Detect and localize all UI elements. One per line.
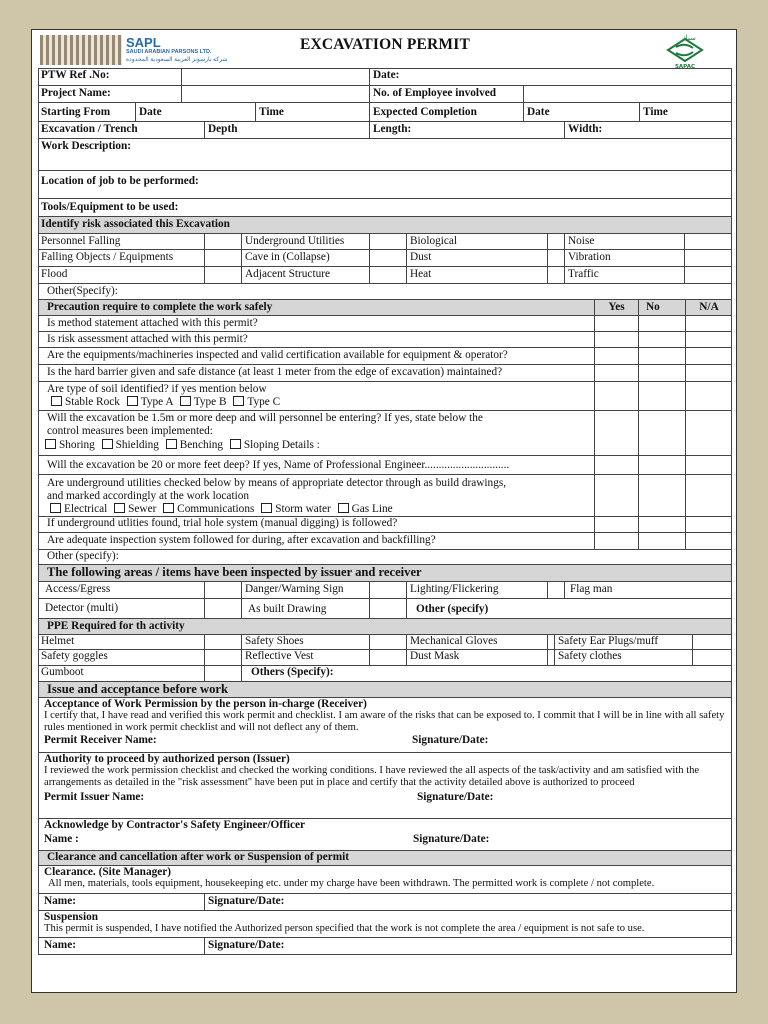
sapac-logo-text: SAPAC [674,64,696,69]
receiver-signature-line [44,734,729,747]
yes-cell[interactable] [594,382,638,410]
storm-water-checkbox[interactable] [261,503,272,513]
risk-dust: Dust [406,250,547,266]
precaution-heading: Precaution require to complete the work safely [47,301,273,313]
risk-other-row[interactable] [38,283,732,299]
na-cell[interactable] [685,533,732,549]
yes-cell[interactable] [594,332,638,347]
ppe-dust-mask: Dust Mask [406,650,547,665]
acceptance-section [38,697,732,752]
risk-checkbox[interactable] [369,267,406,283]
storm-water-label: Storm water [275,503,331,515]
gas-line-checkbox[interactable] [338,503,349,513]
no-cell[interactable] [638,316,685,331]
precaution-heading-row [38,299,732,315]
na-cell[interactable] [685,475,732,516]
ppe-checkbox[interactable] [692,650,732,665]
type-c-label: Type C [247,396,281,408]
issue-heading-row [38,681,732,697]
risk-checkbox[interactable] [547,234,564,249]
inspected-detector: Detector (multi) [45,602,119,614]
type-b-label: Type B [193,396,227,408]
shielding-checkbox[interactable] [102,439,113,449]
sewer-checkbox[interactable] [114,503,125,513]
type-c-checkbox[interactable] [233,396,244,406]
yes-cell[interactable] [594,316,638,331]
ppe-helmet: Helmet [41,635,75,647]
precaution-equipment-inspected: Are the equipments/machineries inspected and valid certification available for equipment & operator? [47,349,508,361]
risk-checkbox[interactable] [369,250,406,266]
excavation-trench-label: Excavation / Trench [41,123,138,135]
yes-column-header: Yes [594,300,638,315]
na-cell[interactable] [685,365,732,381]
work-description-label: Work Description: [41,140,132,152]
expected-completion-label: Expected Completion [369,103,523,121]
ppe-checkbox[interactable] [204,666,241,681]
ppe-checkbox[interactable] [369,635,406,649]
precaution-q4-row [38,364,732,381]
employees-label: No. of Employee involved [369,86,523,102]
location-row[interactable] [38,170,732,198]
yes-cell[interactable] [594,517,638,532]
ppe-gumboot: Gumboot [41,666,84,678]
inspected-row-1 [38,581,732,598]
electrical-checkbox[interactable] [50,503,61,513]
inspected-heading: The following areas / items have been inspected by issuer and receiver [47,565,422,579]
utilities-question-cont: and marked accordingly at the work location [47,490,250,502]
precaution-other-label: Other (specify): [47,550,119,562]
precaution-professional-engineer: Will the excavation be 20 or more feet deep? If yes, Name of Professional Engineer.............................. [47,459,510,471]
project-name-label: Project Name: [41,87,111,99]
precaution-soil-type [38,382,594,410]
clearance-signature-label[interactable]: Signature/Date: [204,894,732,910]
risk-biological: Biological [406,234,547,249]
inspected-lighting: Lighting/Flickering [406,582,547,598]
ppe-others-specify[interactable]: Others (Specify): [241,666,732,681]
dimensions-row [38,121,732,138]
na-cell[interactable] [685,316,732,331]
yes-cell[interactable] [594,411,638,455]
yes-cell[interactable] [594,533,638,549]
start-date-label[interactable]: Date [135,103,255,121]
stable-rock-label: Stable Rock [65,396,120,408]
yes-cell[interactable] [594,348,638,364]
tools-label: Tools/Equipment to be used: [41,201,179,213]
clearance-heading-row [38,850,732,865]
deep-excavation-question: Will the excavation be 1.5m or more deep and will personnel be entering? If yes, state below the [47,412,483,424]
tools-row[interactable] [38,198,732,216]
acknowledge-block [38,819,732,850]
issuer-signature-line [44,791,729,804]
receiver-name-label[interactable]: Permit Receiver Name: [44,734,157,746]
no-cell[interactable] [638,411,685,455]
no-cell[interactable] [638,365,685,381]
suspension-section [38,910,732,937]
risk-personnel-falling: Personnel Falling [41,235,121,247]
clearance-block [38,866,732,893]
gas-line-label: Gas Line [351,503,393,515]
ppe-heading-row [38,618,732,634]
risk-checkbox[interactable] [369,234,406,249]
na-cell[interactable] [685,517,732,532]
risk-underground-utilities: Underground Utilities [241,234,369,249]
risk-checkbox[interactable] [684,267,732,283]
ppe-checkbox[interactable] [692,635,732,649]
officer-name-label[interactable]: Name : [44,833,79,845]
precaution-risk-assessment: Is risk assessment attached with this permit? [47,333,248,345]
precaution-q8-row [38,474,732,516]
sapl-logo-subtitle: SAUDI ARABIAN PARSONS LTD. [126,49,212,55]
date-label[interactable]: Date: [369,68,732,85]
communications-checkbox[interactable] [163,503,174,513]
no-cell[interactable] [638,517,685,532]
clearance-heading: Clearance and cancellation after work or Suspension of permit [47,851,350,863]
suspension-text: This permit is suspended, I have notified the Authorized person specified that the work is not complete the area / equipment is not safe to use. [44,923,645,934]
issue-heading: Issue and acceptance before work [47,682,228,696]
officer-signature-label[interactable]: Signature/Date: [413,833,490,845]
length-label[interactable]: Length: [369,122,564,138]
work-description-row[interactable] [38,138,732,170]
risk-row-3 [38,266,732,283]
precaution-q2-row [38,331,732,347]
na-column-header: N/A [685,300,732,315]
ptw-ref-label: PTW Ref .No: [41,69,110,81]
acknowledge-section [38,818,732,850]
risk-heading-row [38,216,732,233]
inspected-flag-man: Flag man [564,582,732,598]
issuer-signature-label[interactable]: Signature/Date: [417,791,494,803]
inspected-heading-row [38,564,732,581]
location-label: Location of job to be performed: [41,175,199,187]
acceptance-block [38,698,732,752]
ppe-reflective-vest: Reflective Vest [241,650,369,665]
ppe-ear-plugs: Safety Ear Plugs/muff [554,635,692,649]
shoring-label: Shoring [59,439,95,451]
yes-cell[interactable] [594,475,638,516]
project-row [38,85,732,102]
benching-checkbox[interactable] [166,439,177,449]
risk-falling-objects: Falling Objects / Equipments [41,251,174,263]
na-cell[interactable] [685,456,732,474]
inspected-as-built-drawing: As built Drawing [241,599,369,618]
project-name-field[interactable] [181,86,369,102]
sapl-logo-arabic: شركة بارسونز العربية السعودية المحدودة [126,57,228,63]
inspected-other-specify[interactable]: Other (specify) [406,599,732,618]
inspected-checkbox[interactable] [369,582,406,598]
na-cell[interactable] [685,382,732,410]
risk-checkbox[interactable] [547,267,564,283]
issuer-name-label[interactable]: Permit Issuer Name: [44,791,145,803]
risk-row-1 [38,233,732,249]
form-header [38,33,732,67]
receiver-signature-label[interactable]: Signature/Date: [412,734,489,746]
ppe-checkbox[interactable] [204,635,241,649]
precaution-q3-row [38,347,732,364]
precaution-hard-barrier: Is the hard barrier given and safe distance (at least 1 meter from the edge of excavation) maintained? [47,366,503,378]
type-b-checkbox[interactable] [180,396,191,406]
ptw-ref-field[interactable] [181,68,369,85]
inspected-danger-sign: Danger/Warning Sign [241,582,369,598]
clearance-section [38,865,732,893]
precaution-other-row[interactable] [38,549,732,564]
soil-options [47,396,591,409]
sapac-logo [656,33,714,69]
precaution-inspection-system: Are adequate inspection system followed for during, after excavation and backfilling? [47,534,436,546]
risk-checkbox[interactable] [547,250,564,266]
utilities-question: Are underground utilities checked below by means of appropriate detector through as build drawings, [47,477,507,489]
inspected-checkbox[interactable] [204,582,241,598]
precaution-q6-row [38,410,732,455]
risk-row-2 [38,249,732,266]
type-a-checkbox[interactable] [127,396,138,406]
communications-label: Communications [177,503,255,515]
risk-checkbox[interactable] [204,250,241,266]
precaution-q10-row [38,532,732,549]
ppe-checkbox[interactable] [204,650,241,665]
shoring-checkbox[interactable] [45,439,56,449]
suspension-title: Suspension [44,911,99,923]
risk-vibration: Vibration [564,250,684,266]
ppe-checkbox[interactable] [547,635,554,649]
precaution-q9-row [38,516,732,532]
no-cell[interactable] [638,456,685,474]
no-column-header: No [638,300,685,315]
na-cell[interactable] [685,348,732,364]
ptw-row [38,68,732,85]
sapac-arabic-text: سبك [682,34,696,42]
authority-section [38,752,732,818]
authority-title: Authority to proceed by authorized person (Issuer) [44,753,290,765]
risk-flood: Flood [41,268,68,280]
precaution-q5-row [38,381,732,410]
risk-heading: Identify risk associated this Excavation [41,218,230,230]
clearance-text: All men, materials, tools equipment, housekeeping etc. under my charge have been withdrawn. The permitted work is complete / not complete. [48,878,655,889]
no-cell[interactable] [638,533,685,549]
stable-rock-checkbox[interactable] [51,396,62,406]
risk-adjacent-structure: Adjacent Structure [241,267,369,283]
control-measures-options [41,439,591,452]
risk-checkbox[interactable] [684,250,732,266]
sewer-label: Sewer [128,503,157,515]
no-cell[interactable] [638,332,685,347]
risk-checkbox[interactable] [204,267,241,283]
precaution-q7-row [38,455,732,474]
clearance-name-label[interactable]: Name: [44,895,76,907]
na-cell[interactable] [685,332,732,347]
acceptance-text: I certify that, I have read and verified this work permit and checklist. I am aware of the risks that can be exposed to. I commit that I will be in line with all safety rules mentioned in work permit checklist and will not deflect any of them. [44,710,725,733]
ppe-safety-shoes: Safety Shoes [241,635,369,649]
yes-cell[interactable] [594,365,638,381]
sapac-emblem-icon [656,33,714,69]
electrical-label: Electrical [64,503,108,515]
authority-block [38,753,732,818]
utilities-options [46,503,591,516]
risk-noise: Noise [564,234,684,249]
ppe-row-1 [38,634,732,649]
completion-date-label[interactable]: Date [523,103,639,121]
sloping-checkbox[interactable] [230,439,241,449]
officer-signature-line [44,833,729,847]
clearance-signature-row [38,893,732,910]
inspected-checkbox[interactable] [547,582,564,598]
inspected-row-2 [38,598,732,618]
width-label[interactable]: Width: [564,122,732,138]
no-cell[interactable] [638,475,685,516]
precaution-q1-row [38,315,732,331]
ppe-safety-goggles: Safety goggles [41,650,108,662]
start-time-label[interactable]: Time [255,103,369,121]
precaution-trial-hole: If underground utlities found, trial hole system (manual digging) is followed? [47,517,398,529]
yes-cell[interactable] [594,456,638,474]
precaution-method-statement: Is method statement attached with this permit? [47,317,258,329]
benching-label: Benching [179,439,224,451]
page-title: EXCAVATION PERMIT [299,36,471,53]
depth-label[interactable]: Depth [204,122,369,138]
clearance-title: Clearance. (Site Manager) [44,866,172,878]
ppe-mechanical-gloves: Mechanical Gloves [406,635,547,649]
suspension-signature-label[interactable]: Signature/Date: [204,938,732,954]
employees-field[interactable] [523,86,732,102]
risk-traffic: Traffic [564,267,684,283]
inspected-access-egress: Access/Egress [45,583,111,595]
soil-question: Are type of soil identified? if yes mention below [47,383,267,395]
ppe-checkbox[interactable] [547,650,554,665]
excavation-permit-form [38,33,732,955]
acknowledge-title: Acknowledge by Contractor's Safety Engineer/Officer [44,819,306,831]
na-cell[interactable] [685,411,732,455]
ppe-heading: PPE Required for th activity [47,620,185,632]
authority-text: I reviewed the work permission checklist and checked the working conditions. I have reviewed the all aspects of the task/activity and am satisfied with the arrangements as detailed in the "risk assessment" have been put in place and certify that the activity detailed above is authorized to proceed [44,765,700,788]
risk-other-label: Other(Specify): [47,285,118,297]
control-measures-question: control measures been implemented: [47,425,213,437]
inspected-checkbox[interactable] [369,599,406,618]
starting-from-label: Starting From [41,106,111,118]
no-cell[interactable] [638,348,685,364]
inspected-checkbox[interactable] [204,599,241,618]
risk-heat: Heat [406,267,547,283]
type-a-label: Type A [140,396,173,408]
ppe-safety-clothes: Safety clothes [554,650,692,665]
no-cell[interactable] [638,382,685,410]
suspension-block [38,911,732,937]
precaution-deep-excavation [38,411,594,455]
schedule-row [38,102,732,121]
risk-checkbox[interactable] [204,234,241,249]
suspension-signature-row [38,937,732,955]
ppe-row-2 [38,649,732,665]
risk-cave-in: Cave in (Collapse) [241,250,369,266]
ppe-checkbox[interactable] [369,650,406,665]
risk-checkbox[interactable] [684,234,732,249]
suspension-name-label[interactable]: Name: [44,939,76,951]
sapl-logo-text: SAPL [126,35,161,50]
completion-time-label[interactable]: Time [639,103,732,121]
precaution-underground-utilities [38,475,594,516]
ppe-row-3 [38,665,732,681]
acceptance-title: Acceptance of Work Permission by the person in-charge (Receiver) [44,698,367,710]
sloping-label: Sloping Details : [243,439,320,451]
shielding-label: Shielding [115,439,159,451]
